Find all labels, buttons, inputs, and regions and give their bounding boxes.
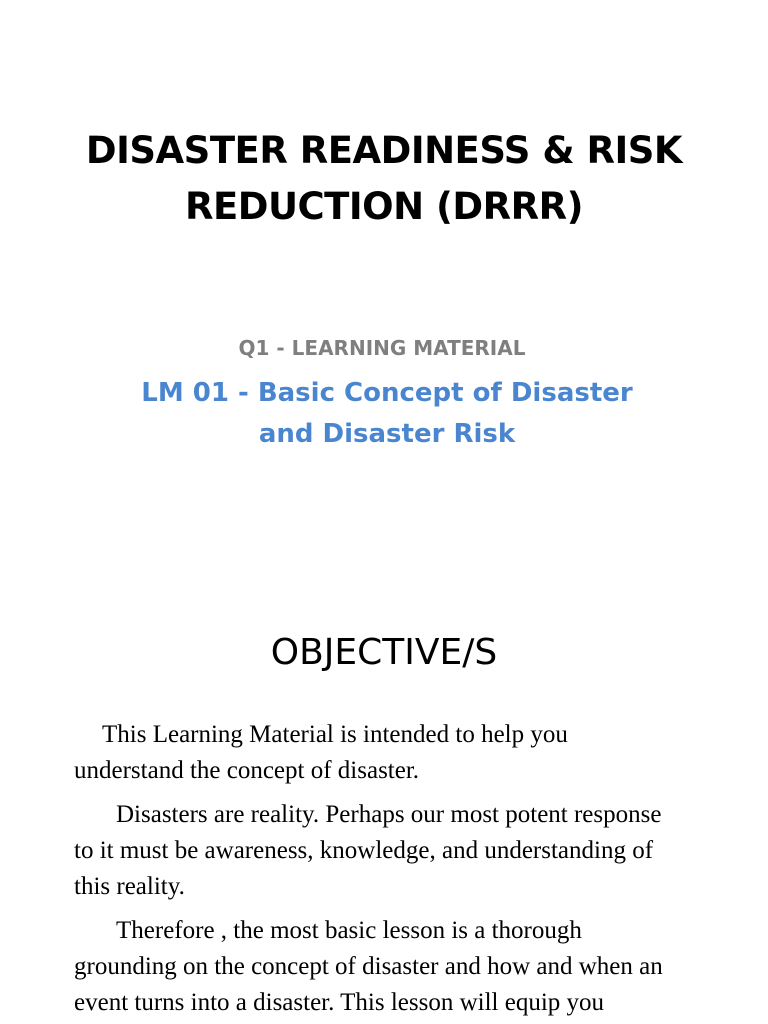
paragraph-lesson [74, 913, 734, 1021]
document-title [0, 123, 768, 235]
paragraph-line: event turns into a disaster. This lesson will equip you [74, 989, 605, 1016]
paragraph-reality [74, 797, 734, 905]
document-title-line-2: REDUCTION (DRRR) [185, 185, 583, 228]
paragraph-intro [74, 717, 734, 789]
document-title-line-1: DISASTER READINESS & RISK [85, 129, 683, 172]
paragraph-line: Therefore , the most basic lesson is a thorough [116, 917, 582, 944]
paragraph-line: This Learning Material is intended to help you [102, 721, 568, 748]
paragraph-line: Disasters are reality. Perhaps our most potent response [116, 801, 662, 828]
paragraph-line: to it must be awareness, knowledge, and understanding of [74, 837, 654, 864]
document-subtitle: Q1 - LEARNING MATERIAL [238, 336, 526, 360]
paragraph-line: grounding on the concept of disaster and how and when an [74, 953, 663, 980]
lesson-title-line-2: and Disaster Risk [258, 419, 516, 449]
body-text [74, 717, 734, 1024]
lesson-title [0, 373, 768, 455]
section-heading-objectives: OBJECTIVE/S [270, 632, 498, 673]
paragraph-line: understand the concept of disaster. [74, 757, 420, 784]
paragraph-line: this reality. [74, 873, 185, 900]
lesson-title-line-1: LM 01 - Basic Concept of Disaster [141, 378, 633, 408]
